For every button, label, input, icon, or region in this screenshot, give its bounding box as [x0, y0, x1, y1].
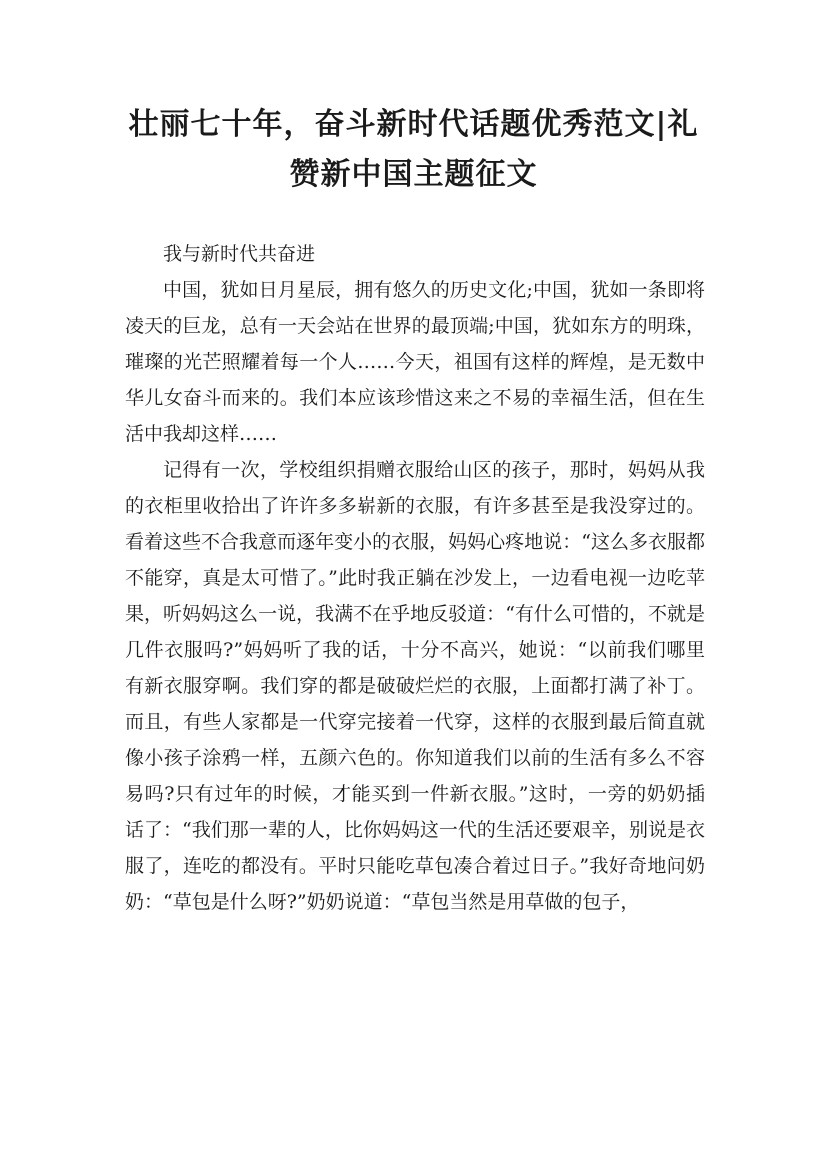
section-heading: 我与新时代共奋进 — [163, 243, 316, 265]
title-line-2: 赞新中国主题征文 — [289, 157, 538, 192]
document-body — [125, 236, 705, 920]
paragraph-story: 记得有一次，学校组织捐赠衣服给山区的孩子，那时，妈妈从我的衣柜里收拾出了许许多多崭新的衣服，有许多甚至是我没穿过的。看着这些不合我意而逐年变小的衣服，妈妈心疼地说：“这么多衣服都不能穿，真是太可惜了。”此时我正躺在沙发上，一边看电视一边吃苹果，听妈妈这么一说，我满不在乎地反驳道：“有什么可惜的，不就是几件衣服吗?”妈妈听了我的话，十分不高兴，她说：“以前我们哪里有新衣服穿啊。我们穿的都是破破烂烂的衣服，上面都打满了补丁。而且，有些人家都是一代穿完接着一代穿，这样的衣服到最后简直就像小孩子涂鸦一样，五颜六色的。你知道我们以前的生活有多么不容易吗?只有过年的时候，才能买到一件新衣服。”这时，一旁的奶奶插话了：“我们那一辈的人，比你妈妈这一代的生活还要艰辛，别说是衣服了，连吃的都没有。平时只能吃草包凑合着过日子。”我好奇地问奶奶：“草包是什么呀?”奶奶说道：“草包当然是用草做的包子， — [125, 459, 705, 913]
document-title — [110, 100, 717, 200]
paragraph-intro: 中国，犹如日月星辰，拥有悠久的历史文化;中国，犹如一条即将凌天的巨龙，总有一天会站在世界的最顶端;中国，犹如东方的明珠，璀璨的光芒照耀着每一个人……今天，祖国有这样的辉煌，是无数中华儿女奋斗而来的。我们本应该珍惜这来之不易的幸福生活，但在生活中我却这样…… — [125, 279, 705, 445]
title-line-1: 壮丽七十年，奋斗新时代话题优秀范文|礼 — [128, 107, 699, 142]
